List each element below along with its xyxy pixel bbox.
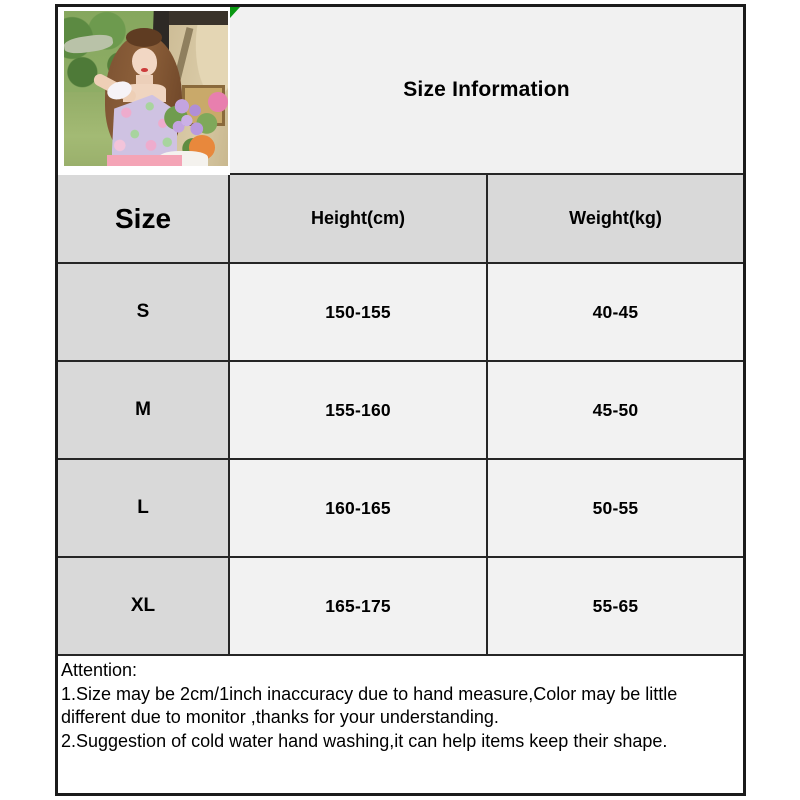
height-value-m: 155-160 xyxy=(230,362,488,460)
column-header-weight: Weight(kg) xyxy=(488,175,743,264)
size-label-m: M xyxy=(58,362,230,460)
height-value-l: 160-165 xyxy=(230,460,488,558)
weight-value-s: 40-45 xyxy=(488,264,743,362)
size-chart-table xyxy=(55,4,746,796)
size-label-l: L xyxy=(58,460,230,558)
height-value-s: 150-155 xyxy=(230,264,488,362)
attention-section xyxy=(58,656,743,793)
size-label-s: S xyxy=(58,264,230,362)
bouquet-lilac xyxy=(172,96,205,136)
column-header-size: Size xyxy=(58,175,230,264)
bouquet-pink-rose xyxy=(208,92,228,112)
weight-value-m: 45-50 xyxy=(488,362,743,460)
model-pink-skirt xyxy=(107,155,182,166)
weight-value-xl: 55-65 xyxy=(488,558,743,656)
title-cell xyxy=(230,7,743,175)
height-value-xl: 165-175 xyxy=(230,558,488,656)
column-header-height: Height(cm) xyxy=(230,175,488,264)
page-title: Size Information xyxy=(403,78,570,101)
attention-note-1: 1.Size may be 2cm/1inch inaccuracy due to hand measure,Color may be little different due to monitor ,thanks for your understanding. xyxy=(61,683,678,727)
model-face xyxy=(132,48,157,76)
cell-corner-marker-icon xyxy=(230,7,240,18)
product-photo-cell xyxy=(58,7,230,175)
attention-note-2: 2.Suggestion of cold water hand washing,it can help items keep their shape. xyxy=(61,730,668,751)
model-hair-bun xyxy=(126,28,162,47)
attention-heading: Attention: xyxy=(61,660,138,680)
weight-value-l: 50-55 xyxy=(488,460,743,558)
model-lips xyxy=(141,68,148,72)
size-label-xl: XL xyxy=(58,558,230,656)
product-photo xyxy=(64,11,228,166)
